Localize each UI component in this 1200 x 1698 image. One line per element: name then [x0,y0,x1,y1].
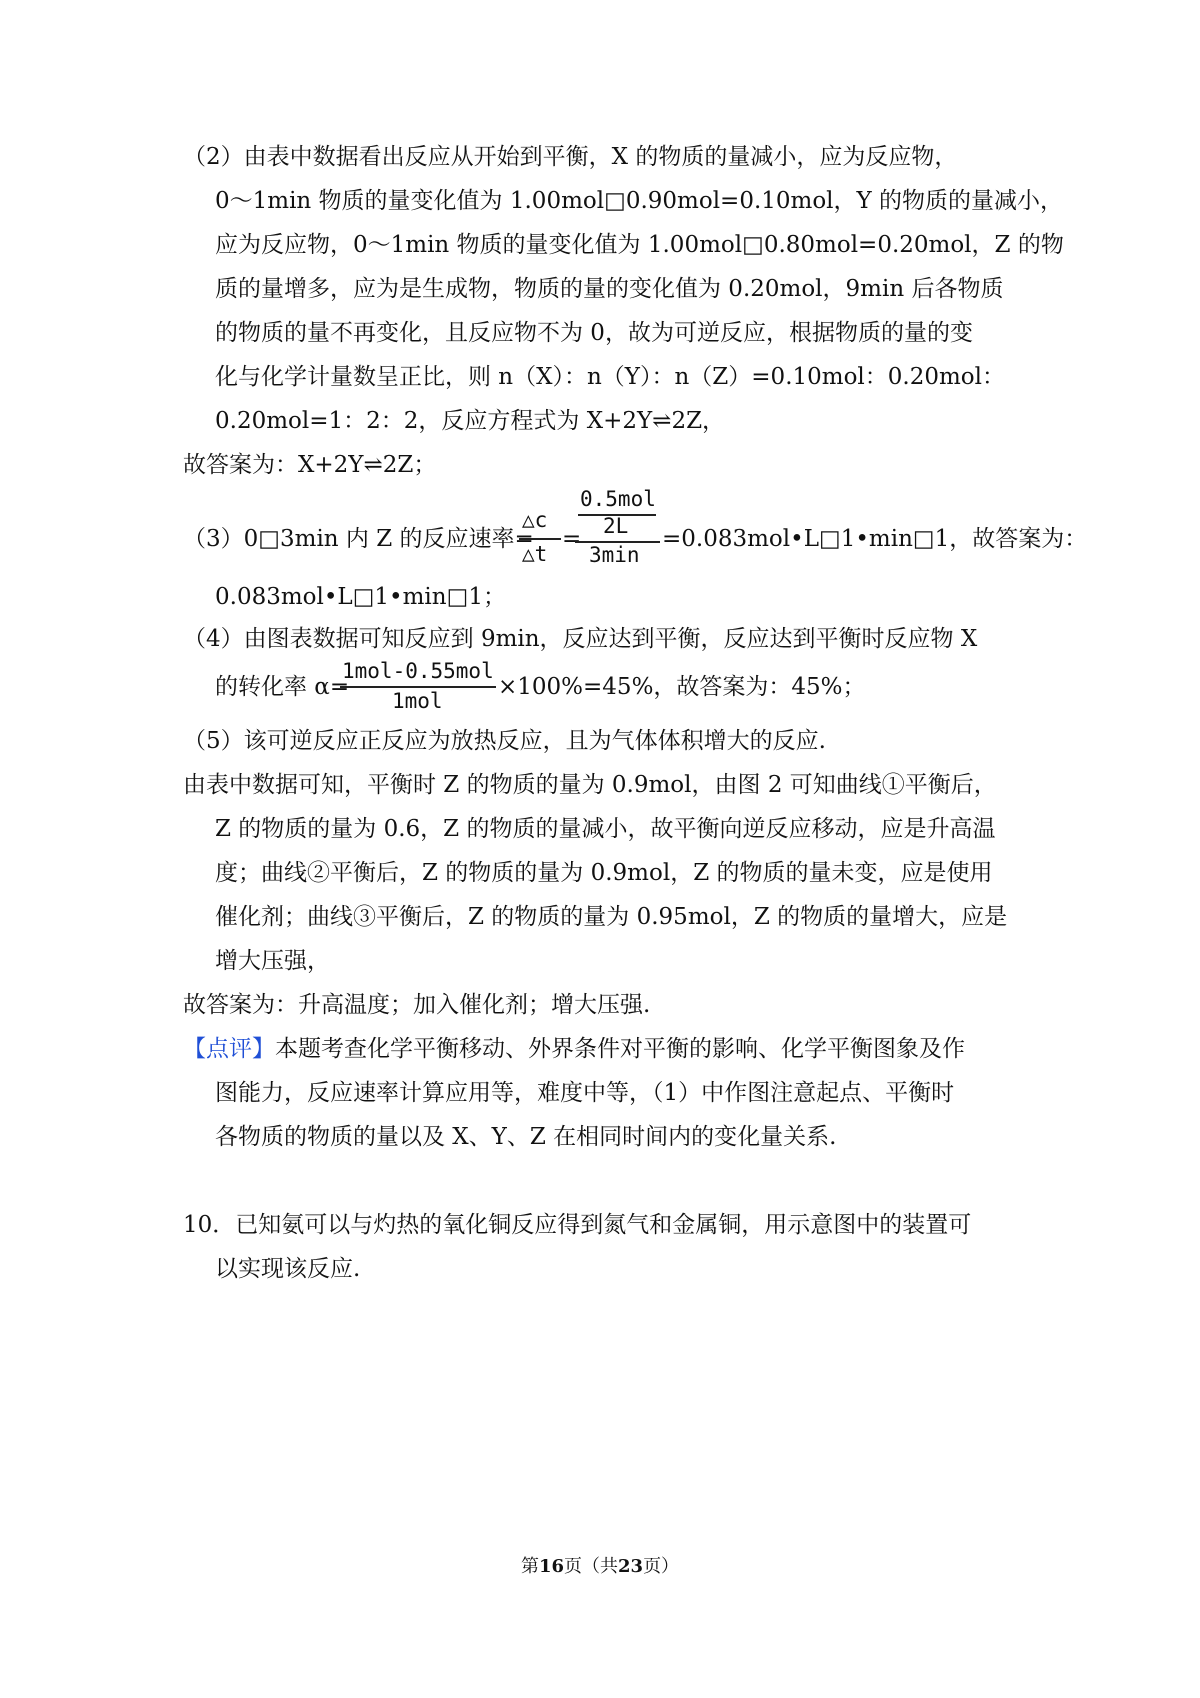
total-pages: 23 [618,1556,644,1577]
footer-middle: 页（共 [564,1556,618,1577]
review-tag: 【点评】 [183,1036,275,1062]
rate-fraction-bar [519,538,561,540]
p5-line-3: Z 的物质的量为 0.6，Z 的物质的量减小，故平衡向逆反应移动，应是升高温 [215,816,996,842]
review-line-1 [183,1034,965,1064]
p3-line-1-prefix: （3）0□3min 内 Z 的反应速率= [183,526,534,552]
p2-line-4: 质的量增多，应为是生成物，物质的量的变化值为 0.20mol，9min 后各物质 [215,276,1004,302]
p2-line-5: 的物质的量不再变化，且反应物不为 0，故为可逆反应，根据物质的量的变 [215,320,973,346]
p4-line-2-suffix: ×100%=45%，故答案为：45%； [498,674,866,700]
review-text-1: 本题考查化学平衡移动、外界条件对平衡的影响、化学平衡图象及作 [275,1036,965,1062]
p2-line-3: 应为反应物，0～1min 物质的量变化值为 1.00mol□0.80mol=0.20mol，Z 的物 [215,232,1064,258]
page-footer [0,1555,1200,1579]
question-10-line-1: 10．已知氨可以与灼热的氧化铜反应得到氮气和金属铜，用示意图中的装置可 [183,1212,972,1238]
conversion-denominator: 1mol [392,689,443,713]
p5-line-2: 由表中数据可知，平衡时 Z 的物质的量为 0.9mol，由图 2 可知曲线①平衡后， [183,772,997,798]
p3-line-1-suffix: =0.083mol•L□1•min□1，故答案为： [662,526,1088,552]
p2-line-7: 0.20mol=1：2：2，反应方程式为 X+2Y⇌2Z， [215,408,726,434]
p5-line-4: 度；曲线②平衡后，Z 的物质的量为 0.9mol，Z 的物质的量未变，应是使用 [215,860,993,886]
inner-numerator: 0.5mol [580,487,656,511]
p2-line-1: （2）由表中数据看出反应从开始到平衡，X 的物质的量减小，应为反应物， [183,144,958,170]
p4-line-2-prefix: 的转化率 α= [215,674,350,700]
outer-denominator: 3min [589,543,640,567]
p5-line-6: 增大压强， [215,948,330,974]
review-line-2: 图能力，反应速率计算应用等，难度中等，（1）中作图注意起点、平衡时 [215,1080,955,1106]
footer-prefix: 第 [520,1556,539,1577]
p5-line-1: （5）该可逆反应正反应为放热反应，且为气体体积增大的反应. [183,728,826,754]
p2-line-6: 化与化学计量数呈正比，则 n（X）：n（Y）：n（Z）=0.10mol：0.20mol： [215,364,1006,390]
inner-denominator: 2L [603,514,629,538]
p4-line-1: （4）由图表数据可知反应到 9min，反应达到平衡，反应达到平衡时反应物 X [183,626,978,652]
rate-denominator: △t [522,542,548,566]
p3-equals: = [562,526,582,552]
rate-numerator: △c [522,508,548,532]
review-line-3: 各物质的物质的量以及 X、Y、Z 在相同时间内的变化量关系. [215,1124,837,1150]
conversion-numerator: 1mol-0.55mol [342,659,494,683]
p2-line-2: 0～1min 物质的量变化值为 1.00mol□0.90mol=0.10mol，Y 的物质的量减小， [215,188,1064,214]
p5-line-5: 催化剂；曲线③平衡后，Z 的物质的量为 0.95mol，Z 的物质的量增大，应是 [215,904,1008,930]
page-number: 16 [538,1556,564,1577]
answer-2: 故答案为：X+2Y⇌2Z； [183,452,437,478]
footer-suffix: 页） [643,1556,680,1577]
p3-line-2: 0.083mol•L□1•min□1； [215,584,506,610]
conversion-fraction-bar [340,686,496,688]
question-10-line-2: 以实现该反应. [215,1256,361,1282]
answer-5: 故答案为：升高温度；加入催化剂；增大压强. [183,992,651,1018]
